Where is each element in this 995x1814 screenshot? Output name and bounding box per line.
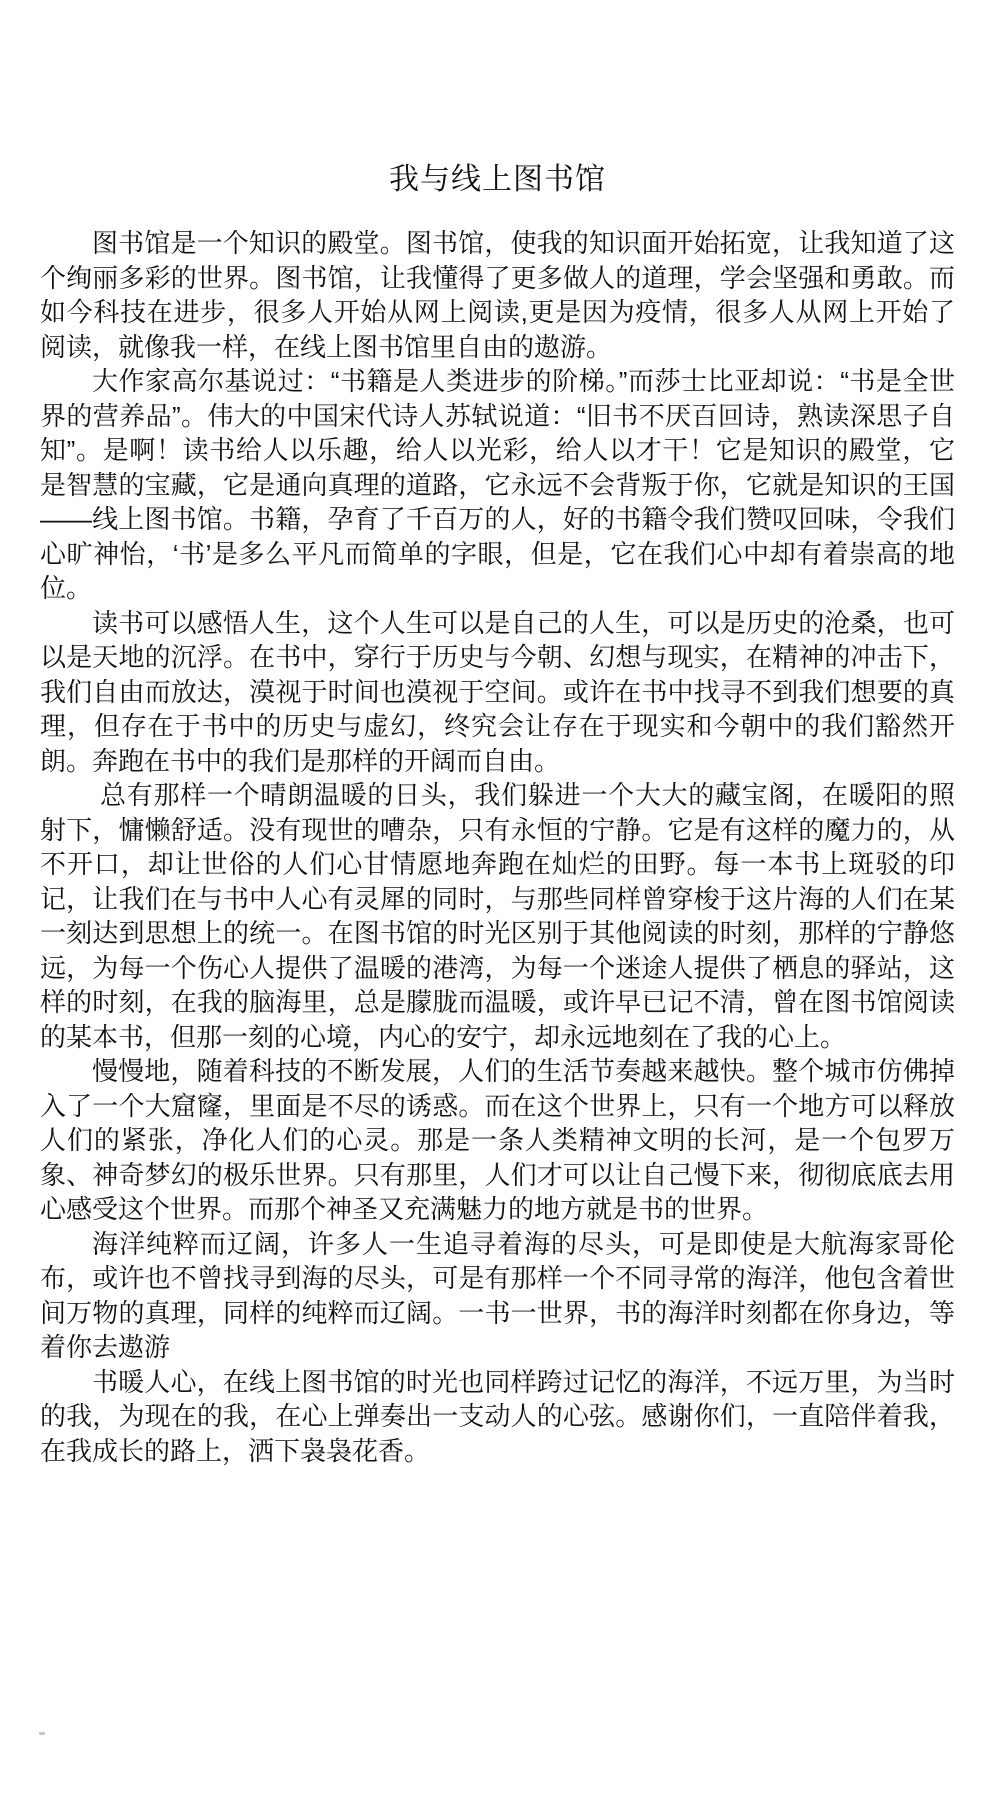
essay-body (40, 226, 955, 1468)
essay-paragraph: 海洋纯粹而辽阔，许多人一生追寻着海的尽头，可是即使是大航海家哥伦布，或许也不曾找寻到海的尽头，可是有那样一个不同寻常的海洋，他包含着世间万物的真理，同样的纯粹而辽阔。一书一世界，书的海洋时刻都在你身边，等着你去遨游 (40, 1228, 955, 1362)
essay-paragraph: 总有那样一个晴朗温暖的日头，我们躲进一个大大的藏宝阁，在暖阳的照射下，慵懒舒适。没有现世的嘈杂，只有永恒的宁静。它是有这样的魔力的，从不开口，却让世俗的人们心甘情愿地奔跑在灿烂的田野。每一本书上斑驳的印记，让我们在与书中人心有灵犀的同时，与那些同样曾穿梭于这片海的人们在某一刻达到思想上的统一。在图书馆的时光区别于其他阅读的时刻，那样的宁静悠远，为每一个伤心人提供了温暖的港湾，为每一个迷途人提供了栖息的驿站，这样的时刻，在我的脑海里，总是朦胧而温暖，或许早已记不清，曾在图书馆阅读的某本书，但那一刻的心境，内心的安宁，却永远地刻在了我的心上。 (40, 780, 955, 1052)
essay-paragraph: 慢慢地，随着科技的不断发展，人们的生活节奏越来越快。整个城市仿佛掉入了一个大窟窿，里面是不尽的诱惑。而在这个世界上，只有一个地方可以释放人们的紧张，净化人们的心灵。那是一条人类精神文明的长河，是一个包罗万象、神奇梦幻的极乐世界。只有那里，人们才可以让自己慢下来，彻彻底底去用心感受这个世界。而那个神圣又充满魅力的地方就是书的世界。 (40, 1056, 955, 1224)
essay-title: 我与线上图书馆 (389, 163, 606, 196)
scan-artifact-speck (39, 1732, 45, 1735)
essay-paragraph: 大作家高尔基说过：“书籍是人类进步的阶梯。”而莎士比亚却说：“书是全世界的营养品”。伟大的中国宋代诗人苏轼说道：“旧书不厌百回诗，熟读深思子自知”。是啊！读书给人以乐趣，给人以光彩，给人以才干！它是知识的殿堂，它是智慧的宝藏，它是通向真理的道路，它永远不会背叛于你，它就是知识的王国——线上图书馆。书籍，孕育了千百万的人，好的书籍令我们赞叹回味，令我们心旷神怡，‘书’是多么平凡而简单的字眼，但是，它在我们心中却有着崇高的地位。 (40, 366, 955, 603)
essay-paragraph: 书暖人心，在线上图书馆的时光也同样跨过记忆的海洋，不远万里，为当时的我，为现在的我，在心上弹奏出一支动人的心弦。感谢你们，一直陪伴着我，在我成长的路上，洒下袅袅花香。 (40, 1366, 955, 1466)
essay-paragraph: 读书可以感悟人生，这个人生可以是自己的人生，可以是历史的沧桑，也可以是天地的沉浮。在书中，穿行于历史与今朝、幻想与现实，在精神的冲击下，我们自由而放达，漠视于时间也漠视于空间。或许在书中找寻不到我们想要的真理，但存在于书中的历史与虚幻，终究会让存在于现实和今朝中的我们豁然开朗。奔跑在书中的我们是那样的开阔而自由。 (40, 607, 955, 776)
essay-paragraph: 图书馆是一个知识的殿堂。图书馆，使我的知识面开始拓宽，让我知道了这个绚丽多彩的世界。图书馆，让我懂得了更多做人的道理，学会坚强和勇敢。而如今科技在进步，很多人开始从网上阅读,更是因为疫情，很多人从网上开始了阅读，就像我一样，在线上图书馆里自由的遨游。 (40, 228, 955, 362)
